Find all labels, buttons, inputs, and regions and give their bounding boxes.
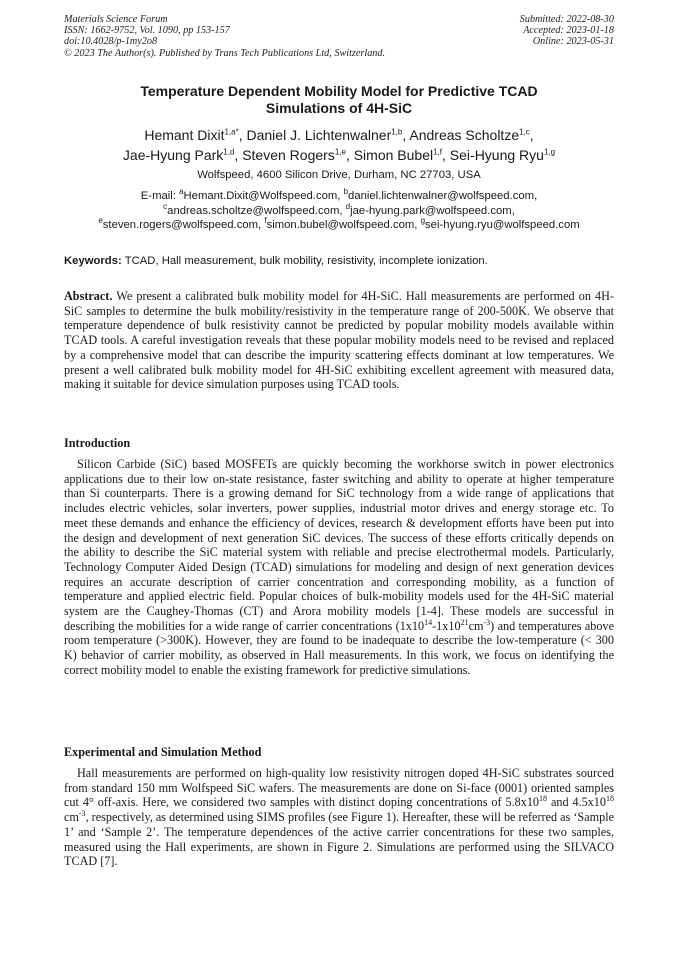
journal-issn: ISSN: 1662-9752, Vol. 1090, pp 153-157	[64, 25, 230, 37]
email-address[interactable]: simon.bubel@wolfspeed.com	[266, 219, 415, 231]
email-sup: e	[98, 216, 103, 226]
email-address[interactable]: jae-hyung.park@wolfspeed.com	[350, 204, 512, 217]
author-affil-sup: 1,e	[334, 147, 346, 157]
submitted-date: Submitted: 2022-08-30	[519, 14, 614, 25]
author-affil-sup: 1,c	[519, 127, 530, 137]
author-affil-sup: 1,b	[391, 127, 403, 137]
keywords-text: TCAD, Hall measurement, bulk mobility, resistivity, incomplete ionization.	[121, 255, 488, 267]
accepted-date: Accepted: 2023-01-18	[523, 25, 614, 37]
email-address[interactable]: steven.rogers@wolfspeed.com	[102, 219, 259, 231]
paper-title	[64, 83, 614, 117]
email-address[interactable]: Hemant.Dixit@Wolfspeed.com	[183, 190, 338, 202]
abstract	[64, 289, 614, 392]
email-line-2: $^c$andreas.scholtze@wolfspeed.com, $^d$jae-hyung.park@wolfspeed.com,	[163, 201, 515, 217]
email-sup: a	[179, 187, 184, 197]
exponent: 21	[460, 617, 469, 627]
email-line-3: $^e$steven.rogers@wolfspeed.com, $^f$simon.bubel@wolfspeed.com, $^g$sei-hyung.ryu@wolfspeed.com	[98, 216, 580, 231]
keywords	[64, 254, 614, 268]
email-sup: f	[264, 216, 267, 226]
email-list	[64, 189, 614, 233]
journal-copyright: © 2023 The Author(s). Published by Trans Tech Publications Ltd, Switzerland.	[64, 47, 386, 59]
author-name: Hemant Dixit	[144, 127, 225, 143]
exponent: 18	[606, 794, 614, 804]
journal-header	[64, 14, 385, 59]
submission-dates	[520, 14, 614, 48]
email-sup: g	[420, 216, 426, 226]
author-line-1: Hemant Dixit$^{1,a*}$, Daniel J. Lichtenwalner$^{1,b}$, Andreas Scholtze$^{1,c}$,	[144, 127, 534, 143]
title-line-2: Simulations of 4H-SiC	[265, 100, 413, 116]
journal-doi: doi:10.4028/p-1my2o8	[64, 36, 158, 48]
author-name: Andreas Scholtze	[409, 127, 520, 143]
exponent: -3	[78, 809, 86, 819]
email-sup: d	[345, 201, 351, 211]
author-affil-sup: 1,a*	[224, 127, 239, 137]
intro-text-2: -1x10	[432, 618, 461, 633]
exp-text-3: cm	[64, 810, 79, 825]
email-address[interactable]: daniel.lichtenwalner@wolfspeed.com	[348, 190, 535, 202]
exp-text-2: and 4.5x10	[547, 795, 606, 810]
intro-text-1: Silicon Carbide (SiC) based MOSFETs are quickly becoming the workhorse switch in power electronics applications due to their low on-state resistance, faster switching and ability to operate at higher temperature than Si counterparts. There is a growing demand for SiC technology from a wide range of applications that includes electric vehicles, solar inverters, power supplies, industrial motor drives and energy storage etc. To meet these demands and enhance the efficiency of devices, research & development efforts have been put into the design and development of next generation SiC devices. The success of these efforts critically depends on the ability to describe the SiC material system with reliable and precise electrothermal models. Particularly, Technology Computer Aided Design (TCAD) simulations for modeling and design of next generation devices requires an accurate description of carrier concentration and corresponding mobility, as a function of temperature and applied electric field. Popular choices of bulk-mobility models used for the 4H-SiC material system are the Caughey-Thomas (CT) and Arora mobility models [1-4]. These models are successful in describing the mobilities for a wide range of carrier concentrations (1x10	[64, 457, 614, 633]
title-line-1: Temperature Dependent Mobility Model for Predictive TCAD	[140, 83, 538, 99]
exponent: -3	[483, 617, 491, 627]
experimental-paragraph	[64, 766, 614, 869]
author-name: Simon Bubel	[353, 147, 434, 163]
exponent: 14	[424, 617, 433, 627]
author-affil-sup: 1,d	[223, 147, 235, 157]
email-address[interactable]: andreas.scholtze@wolfspeed.com	[167, 204, 340, 217]
author-name: Steven Rogers	[242, 147, 335, 163]
author-line-2: Jae-Hyung Park$^{1,d}$, Steven Rogers$^{1,e}$, Simon Bubel$^{1,f}$, Sei-Hyung Ryu$^{1,g}$	[122, 147, 556, 163]
intro-text-4: ) and temperatures above room temperature (>300K). However, they are found to be inadequate to describe the low-temperature (< 300 K) behavior of carrier mobility, as observed in Hall measurements. In this work, we focus on identifying the correct mobility model to enable the existing framework for predictive simulations.	[64, 618, 614, 677]
section-heading-introduction: Introduction	[64, 436, 131, 450]
exp-text-4: , respectively, as determined using SIMS profiles (see Figure 1). Hereafter, these will be referred as ‘Sample 1’ and ‘Sample 2’. The temperature dependences of the active carrier concentrations for these two samples, measured using the Hall experiments, are shown in Figure 2. Simulations are performed using the SILVACO TCAD [7].	[64, 810, 614, 869]
email-sup: b	[343, 187, 349, 197]
section-heading-experimental: Experimental and Simulation Method	[64, 745, 262, 759]
author-name: Sei-Hyung Ryu	[449, 147, 544, 163]
email-sup: c	[163, 201, 168, 211]
abstract-label: Abstract.	[64, 289, 113, 303]
author-name: Daniel J. Lichtenwalner	[246, 127, 392, 143]
email-prefix: E-mail:	[140, 190, 180, 202]
online-date: Online: 2023-05-31	[532, 36, 614, 48]
introduction-paragraph	[64, 457, 614, 678]
exp-text-1: Hall measurements are performed on high-quality low resistivity nitrogen doped 4H-SiC substrates sourced from standard 150 mm Wolfspeed SiC wafers. The measurements are done on Si-face (0001) oriented samples cut 4° off-axis. Here, we considered two samples with distinct doping concentrations of 5.8x10	[64, 766, 614, 810]
exponent: 18	[539, 794, 548, 804]
email-line-1: E-mail: $^a$Hemant.Dixit@Wolfspeed.com, $^b$daniel.lichtenwalner@wolfspeed.com,	[140, 187, 538, 202]
author-name: Jae-Hyung Park	[122, 147, 224, 163]
affiliation: Wolfspeed, 4600 Silicon Drive, Durham, NC 27703, USA	[197, 169, 481, 181]
journal-name: Materials Science Forum	[64, 14, 168, 25]
author-affil-sup: 1,g	[543, 147, 556, 157]
author-affil-sup: 1,f	[433, 147, 443, 157]
author-list	[64, 125, 614, 165]
keywords-label: Keywords:	[64, 255, 122, 267]
abstract-text: We present a calibrated bulk mobility model for 4H-SiC. Hall measurements are performed on 4H-SiC samples to determine the bulk mobility/resistivity in the temperature range of 200-500K. We observe that temperature dependence of bulk resistivity cannot be predicted by popular mobility models available within TCAD tools. A careful investigation reveals that these popular mobility models need to be revised and replaced by a comprehensive model that can describe the impurity scattering effects dominant at low temperatures. We present a well calibrated bulk mobility model for 4H-SiC exhibiting excellent agreement with measured data, making it suitable for device simulation purposes using TCAD tools.	[64, 289, 614, 392]
email-address[interactable]: sei-hyung.ryu@wolfspeed.com	[425, 219, 580, 231]
intro-text-3: cm	[468, 618, 484, 633]
